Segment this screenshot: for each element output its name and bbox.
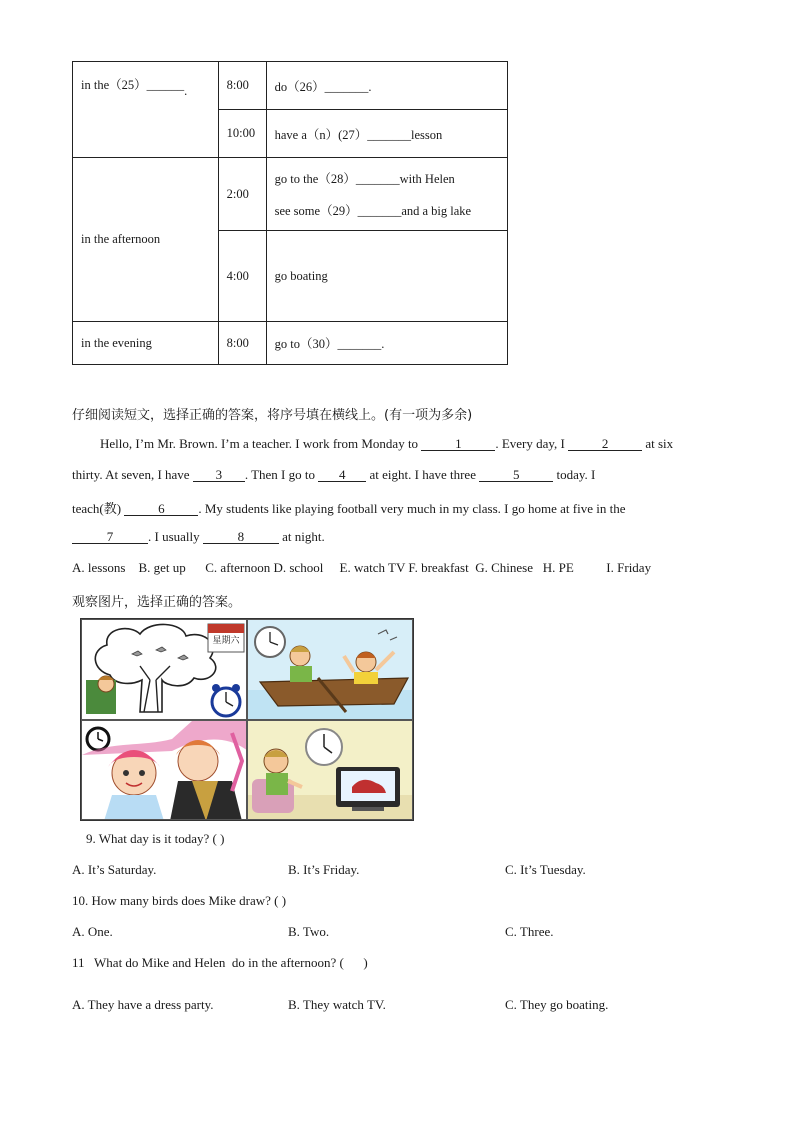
question-9: 9. What day is it today? ( )	[86, 831, 225, 846]
period-afternoon: in the afternoon	[73, 158, 219, 322]
blank-6[interactable]: 6	[124, 502, 198, 516]
tree-drawing-icon	[82, 620, 247, 720]
blank-1[interactable]: 1	[421, 437, 495, 451]
passage-line-1: Hello, I’m Mr. Brown. I’m a teacher. I work from Monday to 1 . Every day, I 2 at six	[100, 436, 674, 451]
activity-cell: have a（n）(27）_______lesson	[266, 110, 507, 158]
option-10a[interactable]: A. One.	[72, 924, 113, 939]
activity-cell: go boating	[266, 231, 507, 322]
picture-grid	[80, 618, 414, 821]
boating-scene-icon	[248, 620, 413, 720]
pictures-instruction: 观察图片，选择正确的答案。	[72, 595, 242, 610]
period-evening: in the evening	[73, 322, 219, 365]
schedule-table	[72, 61, 508, 365]
calendar-label: 星期六	[212, 636, 240, 646]
question-10: 10. How many birds does Mike draw? ( )	[72, 893, 287, 908]
passage-line-3: teach(教) 6 . My students like playing football very much in my class. I go home at five in the	[72, 501, 626, 516]
time-cell: 4:00	[218, 231, 266, 322]
panel-tree-drawing	[81, 619, 247, 720]
time-cell: 10:00	[218, 110, 266, 158]
passage-line-4: 7 . I usually 8 at night.	[72, 529, 325, 545]
blank-3[interactable]: 3	[193, 468, 245, 482]
time-cell: 8:00	[218, 62, 266, 110]
time-cell: 8:00	[218, 322, 266, 365]
option-10c[interactable]: C. Three.	[505, 924, 554, 939]
period-morning: in the（25）______.	[73, 62, 219, 158]
blank-5[interactable]: 5	[479, 468, 553, 482]
option-11b[interactable]: B. They watch TV.	[288, 997, 386, 1012]
option-10b[interactable]: B. Two.	[288, 924, 330, 939]
question-11: 11 What do Mike and Helen do in the afternoon? ( )	[72, 955, 368, 970]
reading-instruction: 仔细阅读短文，选择正确的答案，将序号填在横线上。(有一项为多余)	[72, 408, 473, 423]
activity-line: go to the（28）_______with Helen	[274, 172, 455, 186]
option-9a[interactable]: A. It’s Saturday.	[72, 862, 157, 877]
blank-2[interactable]: 2	[568, 437, 642, 451]
panel-dress-party	[81, 720, 247, 820]
panel-watch-tv	[247, 720, 413, 820]
activity-cell: go to（30）_______.	[266, 322, 507, 365]
blank-8[interactable]: 8	[203, 530, 279, 544]
blank-7[interactable]: 7	[72, 530, 148, 544]
watch-tv-icon	[248, 721, 413, 820]
dress-party-icon	[82, 721, 247, 820]
time-cell: 2:00	[218, 158, 266, 231]
option-9b[interactable]: B. It’s Friday.	[288, 862, 360, 877]
option-11c[interactable]: C. They go boating.	[505, 997, 609, 1012]
word-options: A. lessons B. get up C. afternoon D. school E. watch TV F. breakfast G. Chinese H. PE I. Friday	[72, 560, 652, 575]
option-11a[interactable]: A. They have a dress party.	[72, 997, 214, 1012]
passage-line-2: thirty. At seven, I have 3 . Then I go to 4 at eight. I have three 5 today. I	[72, 467, 596, 482]
panel-boating	[247, 619, 413, 720]
option-9c[interactable]: C. It’s Tuesday.	[505, 862, 586, 877]
blank-4[interactable]: 4	[318, 468, 366, 482]
activity-line: see some（29）_______and a big lake	[274, 204, 472, 218]
activity-cell: do（26）_______.	[266, 62, 507, 110]
activity-cell	[266, 158, 507, 231]
